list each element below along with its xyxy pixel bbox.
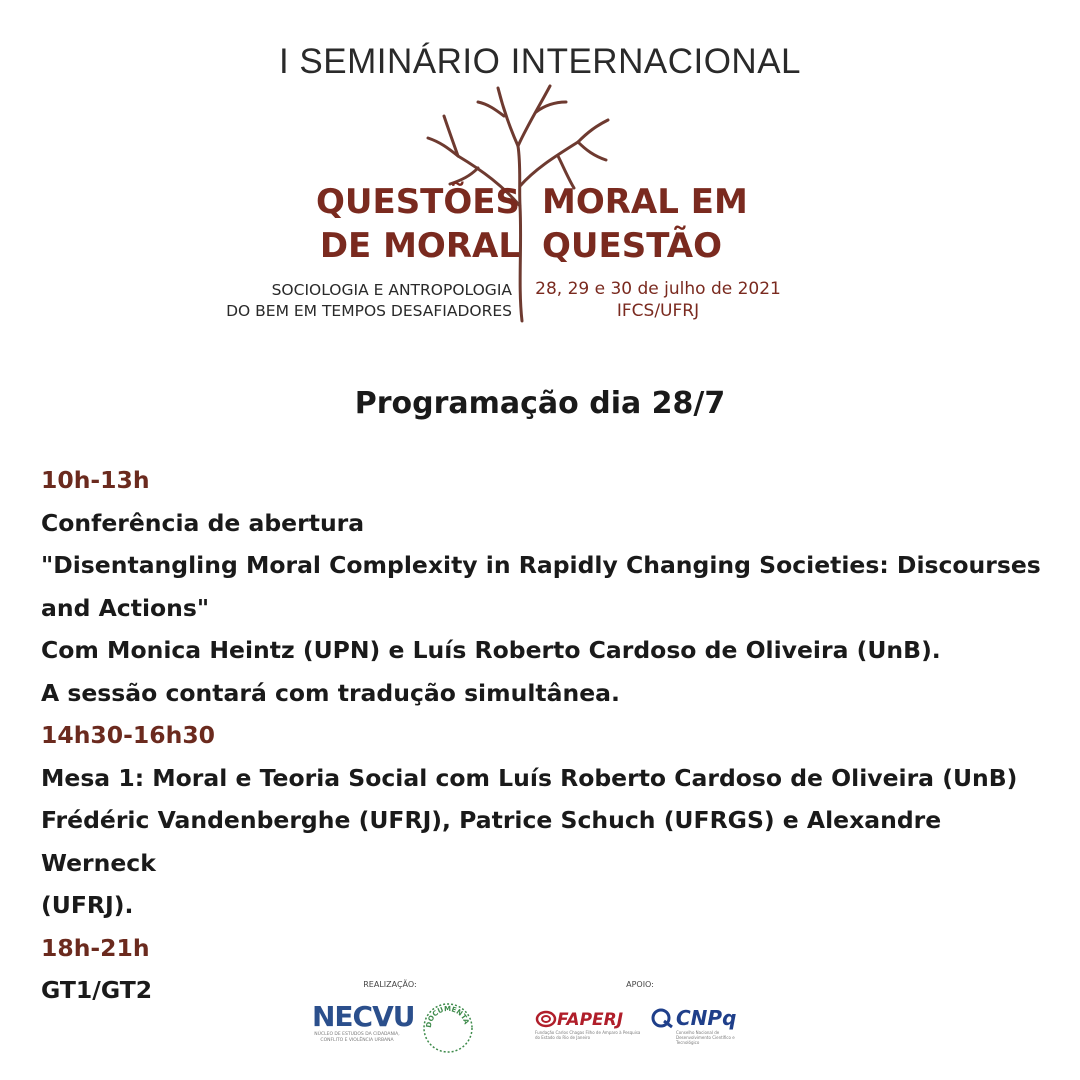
- faperj-logo: [535, 1010, 643, 1040]
- necvu-subtext: NÚCLEO DE ESTUDOS DA CIDADANIA, CONFLITO E VIOLÊNCIA URBANA: [314, 1032, 400, 1043]
- cnpq-text: CNPq: [676, 1006, 737, 1030]
- realizacao-label: REALIZAÇÃO:: [363, 980, 417, 989]
- time-slot-2: 14h30-16h30: [41, 721, 216, 749]
- schedule-line: A sessão contará com tradução simultânea.: [41, 678, 620, 707]
- faperj-subtext: Fundação Carlos Chagas Filho de Amparo à Pesquisa do Estado do Rio de Janeiro: [535, 1030, 641, 1040]
- brand-left-line-2: DE MORAL: [319, 226, 520, 266]
- cnpq-subtext: Conselho Nacional de Desenvolvimento Científico e Tecnológico: [676, 1030, 735, 1045]
- schedule-line: and Actions": [41, 593, 210, 622]
- schedule-line: Com Monica Heintz (UPN) e Luís Roberto Cardoso de Oliveira (UnB).: [41, 636, 941, 664]
- cnpq-logo: [650, 1006, 746, 1045]
- svg-text:DOCUMENTA: [425, 1005, 471, 1028]
- cnpq-symbol-icon: [650, 1007, 676, 1029]
- necvu-wordmark: NECVU: [312, 1000, 415, 1033]
- faperj-wordmark: [535, 1010, 643, 1030]
- faperj-swirl-icon: [535, 1010, 557, 1028]
- faperj-text: FAPERJ: [557, 1010, 624, 1030]
- event-venue: IFCS/UFRJ: [616, 301, 700, 321]
- schedule-line: Mesa 1: Moral e Teoria Social com Luís Roberto Cardoso de Oliveira (UnB): [41, 763, 1018, 792]
- schedule-line: Frédéric Vandenberghe (UFRJ), Patrice Schuch (UFRGS) e Alexandre Werneck: [41, 806, 942, 877]
- seminar-title: I SEMINÁRIO INTERNACIONAL: [278, 42, 802, 81]
- subtitle-line-2: DO BEM EM TEMPOS DESAFIADORES: [226, 302, 512, 320]
- brand-right-line-2: QUESTÃO: [542, 226, 722, 266]
- time-slot-3: 18h-21h: [41, 933, 150, 962]
- cnpq-wordmark: [650, 1006, 746, 1030]
- documenta-logo-icon: [422, 1002, 474, 1054]
- seminar-subtitle: [210, 280, 512, 322]
- time-slot-1: 10h-13h: [41, 466, 150, 494]
- subtitle-line-1: SOCIOLOGIA E ANTROPOLOGIA: [271, 281, 512, 299]
- schedule-line: "Disentangling Moral Complexity in Rapidly Changing Societies: Discourses: [41, 551, 1041, 579]
- apoio-label: APOIO:: [626, 980, 654, 989]
- schedule-line: Conferência de abertura: [41, 508, 365, 537]
- brand-moral-em-questao: [542, 180, 782, 268]
- brand-left-line-1: QUESTÕES: [315, 182, 520, 222]
- schedule-line: GT1/GT2: [41, 976, 153, 1004]
- schedule: [41, 459, 1051, 1012]
- necvu-logo: [312, 1000, 415, 1044]
- brand-right-line-1: MORAL EM: [542, 182, 748, 222]
- event-info: [528, 278, 788, 322]
- event-dates: 28, 29 e 30 de julho de 2021: [535, 279, 781, 299]
- brand-questoes-de-moral: [288, 180, 520, 268]
- schedule-line: (UFRJ).: [41, 891, 134, 919]
- program-title: Programação dia 28/7: [354, 386, 726, 421]
- documenta-text: DOCUMENTA: [424, 1004, 471, 1029]
